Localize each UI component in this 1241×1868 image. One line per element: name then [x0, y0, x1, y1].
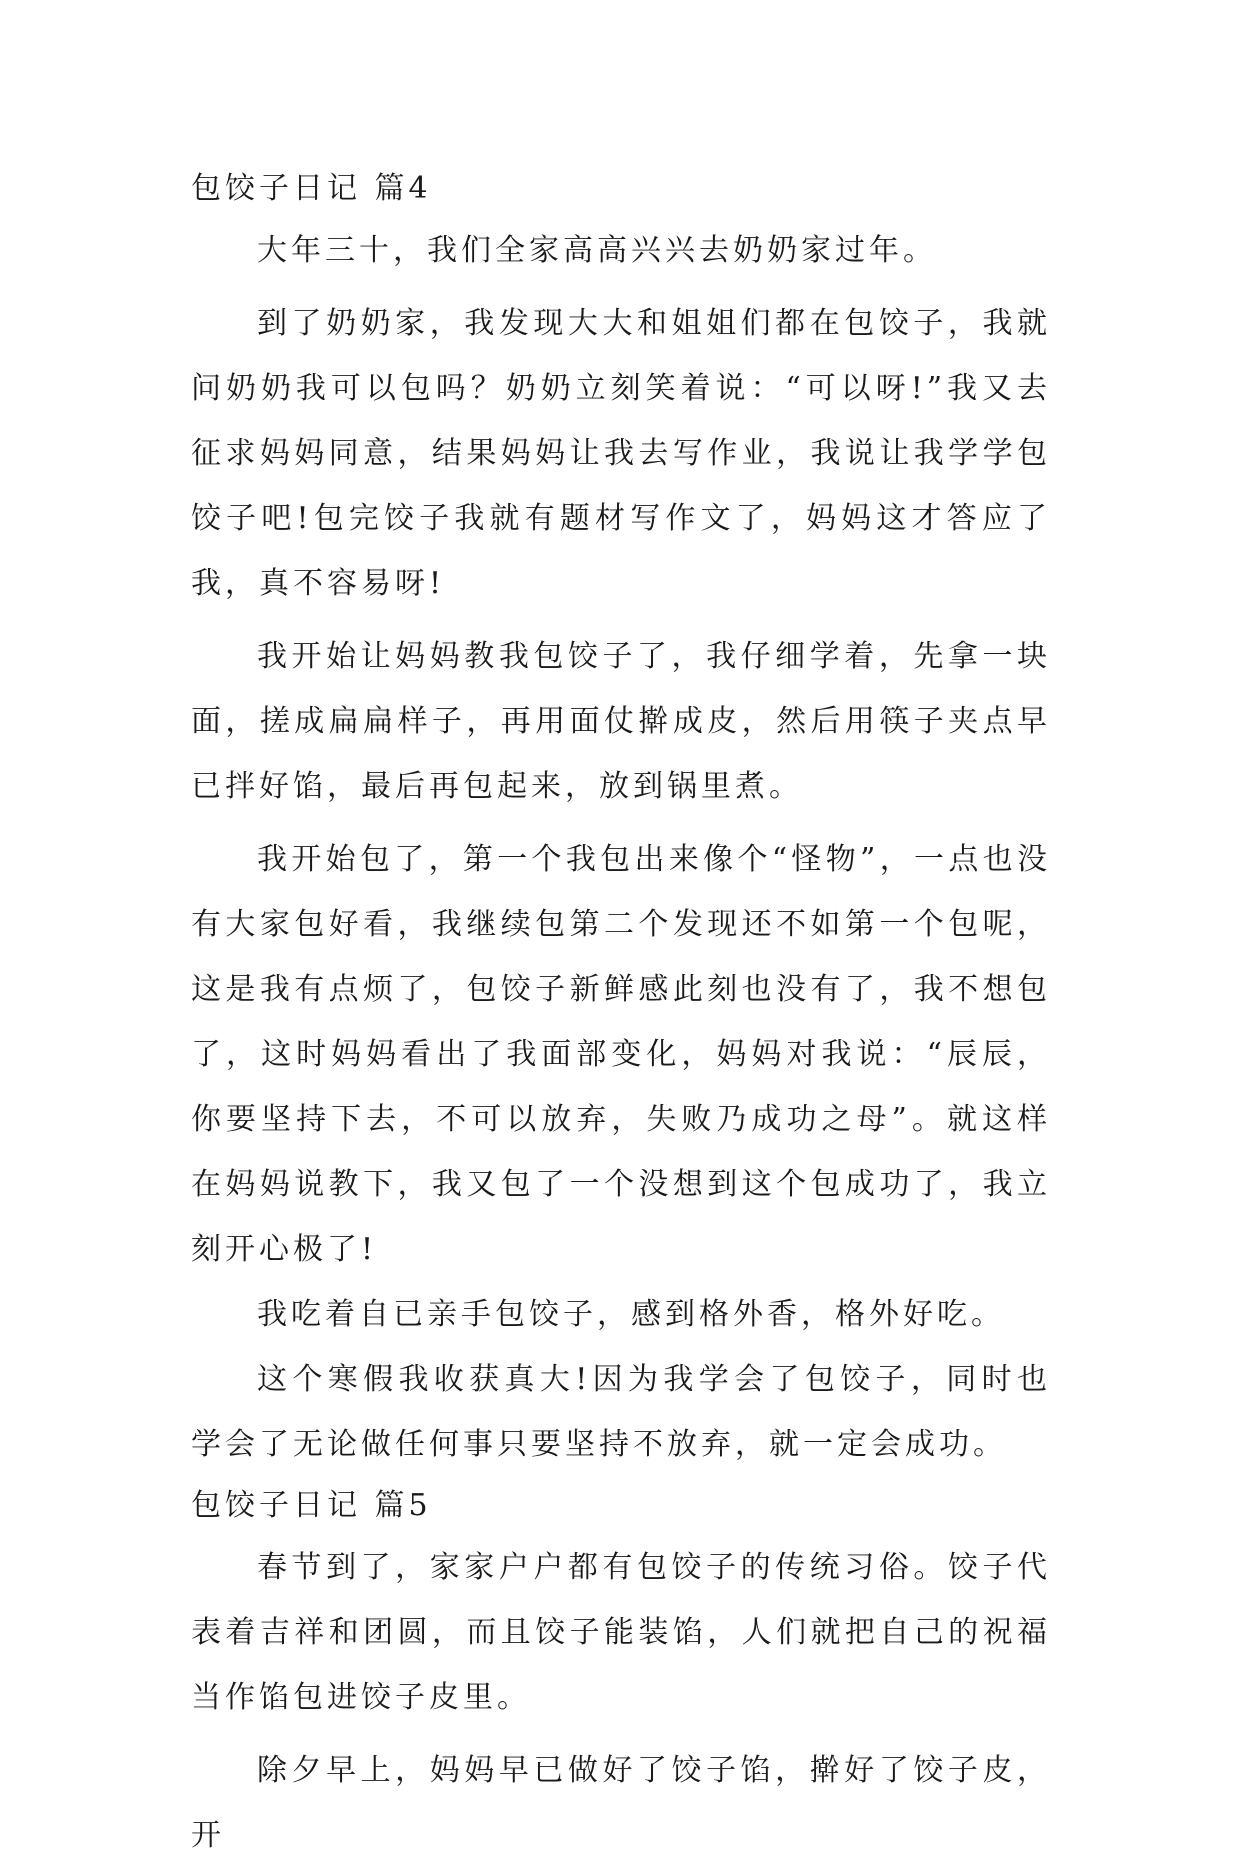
paragraph: 我开始让妈妈教我包饺子了，我仔细学着，先拿一块面，搓成扁扁样子，再用面仗擀成皮，然后用筷子夹点早已拌好馅，最后再包起来，放到锅里煮。: [191, 639, 1051, 804]
paragraph: 到了奶奶家，我发现大大和姐姐们都在包饺子，我就问奶奶我可以包吗？奶奶立刻笑着说：“可以呀!”我又去征求妈妈同意，结果妈妈让我去写作业，我说让我学学包饺子吧!包完饺子我就有题材写作文了，妈妈这才答应了我，真不容易呀!: [191, 306, 1051, 601]
paragraph: 除夕早上，妈妈早已做好了饺子馅，擀好了饺子皮，开: [191, 1753, 1051, 1853]
paragraph: 大年三十，我们全家高高兴兴去奶奶家过年。: [257, 233, 937, 268]
paragraph: 春节到了，家家户户都有包饺子的传统习俗。饺子代表着吉祥和团圆，而且饺子能装馅，人们就把自己的祝福当作馅包进饺子皮里。: [191, 1550, 1051, 1715]
paragraph: 我吃着自已亲手包饺子，感到格外香，格外好吃。: [257, 1297, 1005, 1332]
document-body: [191, 160, 1051, 1868]
paragraph: 这个寒假我收获真大!因为我学会了包饺子，同时也学会了无论做任何事只要坚持不放弃，就一定会成功。: [191, 1362, 1051, 1462]
section-heading: 包饺子日记 篇4: [191, 171, 432, 206]
paragraph: 我开始包了，第一个我包出来像个“怪物”，一点也没有大家包好看，我继续包第二个发现还不如第一个包呢，这是我有点烦了，包饺子新鲜感此刻也没有了，我不想包了，这时妈妈看出了我面部变化，妈妈对我说：“辰辰，你要坚持下去，不可以放弃，失败乃成功之母”。就这样在妈妈说教下，我又包了一个没想到这个包成功了，我立刻开心极了!: [191, 842, 1051, 1267]
section-heading: 包饺子日记 篇5: [191, 1488, 432, 1523]
